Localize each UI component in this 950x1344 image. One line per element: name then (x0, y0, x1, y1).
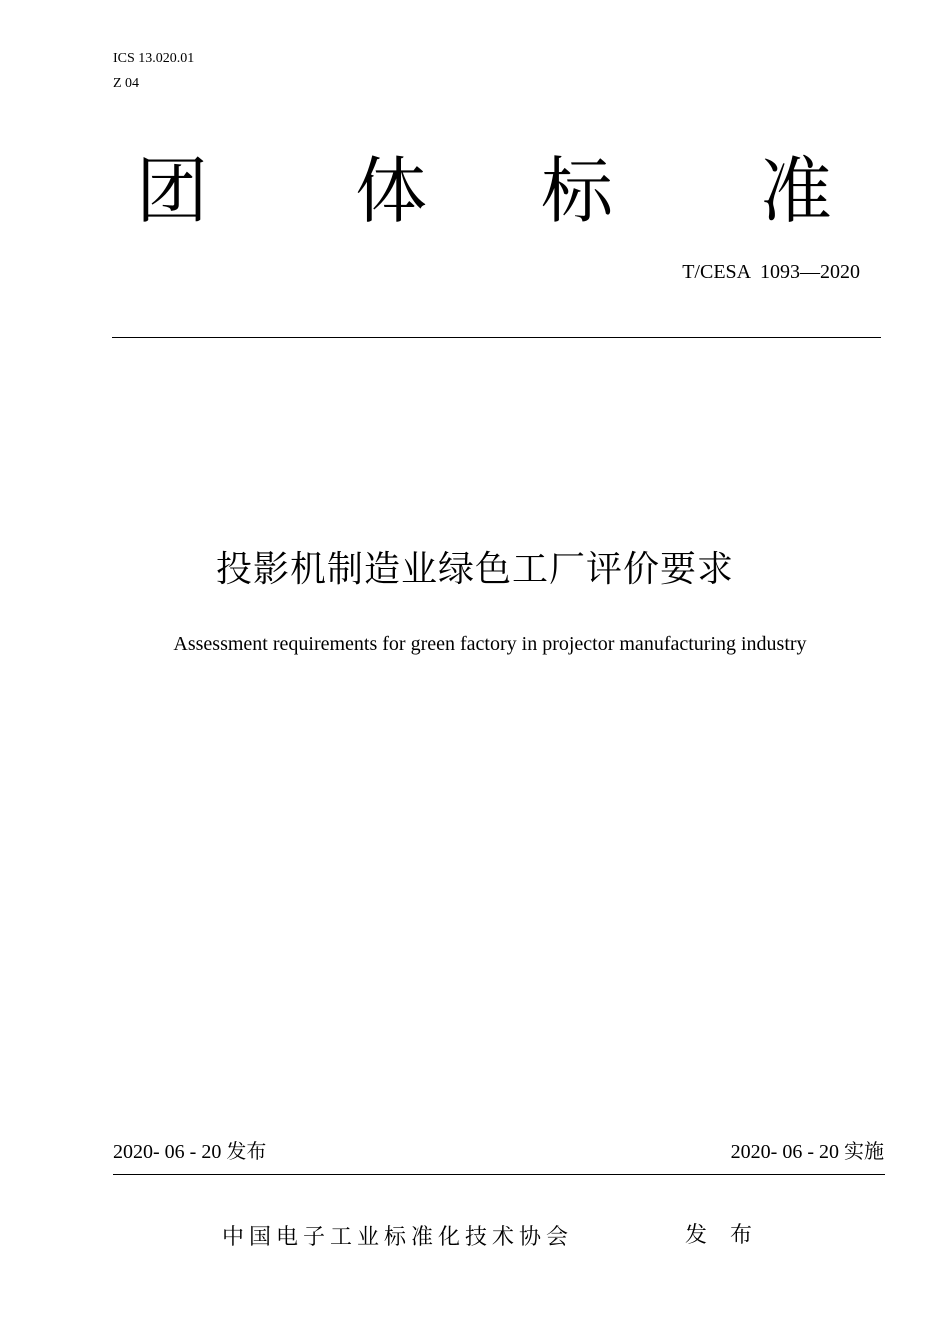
implement-date: 2020- 06 - 20 (730, 1141, 839, 1163)
publish-label: 发布 (226, 1139, 267, 1163)
top-divider (112, 337, 881, 338)
english-title: Assessment requirements for green factory in projector manufacturing industry (173, 633, 807, 655)
title-char-4: 准 (760, 149, 833, 233)
implement-date-line (731, 1138, 884, 1165)
ccs-code: Z 04 (113, 76, 140, 91)
standard-number: T/CESA 1093—2020 (682, 261, 860, 283)
publish-date: 2020- 06 - 20 (113, 1141, 222, 1163)
publish-word: 发 布 (685, 1223, 760, 1248)
bottom-divider (113, 1174, 885, 1175)
publish-date-line (113, 1138, 266, 1165)
implement-label: 实施 (844, 1139, 884, 1163)
title-char-1: 团 (136, 149, 209, 233)
title-char-3: 标 (541, 149, 614, 233)
chinese-title: 投影机制造业绿色工厂评价要求 (215, 549, 734, 590)
ics-code: ICS 13.020.01 (113, 51, 195, 66)
title-char-2: 体 (355, 149, 428, 233)
publisher-name: 中国电子工业标准化技术协会 (222, 1225, 574, 1250)
